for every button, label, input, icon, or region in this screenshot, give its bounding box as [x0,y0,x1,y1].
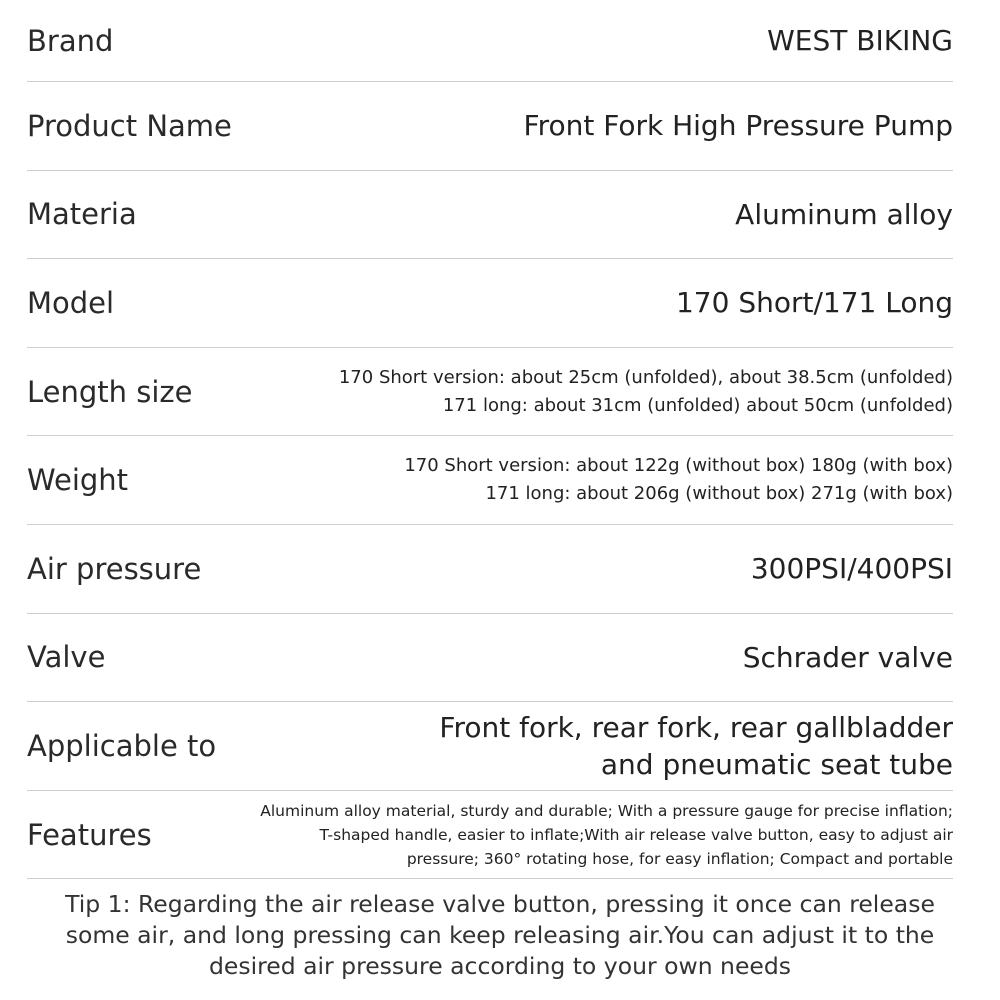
spec-value [192,364,953,420]
spec-label: Length size [27,374,193,409]
spec-label: Applicable to [27,728,217,763]
tip-line: Tip 1: Regarding the air release valve button, pressing it once can release [65,890,935,918]
spec-value: Aluminum alloy [735,197,953,231]
spec-row-model [27,259,953,348]
spec-value-line: and pneumatic seat tube [600,747,953,781]
spec-row-weight [27,436,953,525]
spec-row-features [27,791,953,880]
spec-value: Front Fork High Pressure Pump [523,109,953,143]
spec-label: Model [27,285,115,320]
spec-label: Weight [27,463,129,498]
spec-value-line: 171 long: about 31cm (unfolded) about 50cm (unfolded) [442,394,953,416]
tip-line: desired air pressure according to your own needs [208,952,792,980]
spec-row-length-size [27,348,953,437]
spec-value-line: 171 long: about 206g (without box) 271g (with box) [485,483,953,505]
spec-row-valve [27,614,953,703]
spec-value: 300PSI/400PSI [750,552,953,586]
spec-value-line: pressure; 360° rotating hose, for easy inflation; Compact and portable [406,849,953,868]
spec-value: 170 Short/171 Long [675,286,953,320]
spec-value-line: T-shaped handle, easier to inflate;With air release valve button, easy to adjust air [319,825,953,844]
spec-value: Schrader valve [742,640,953,674]
spec-row-product-name [27,82,953,171]
spec-label: Product Name [27,108,232,143]
spec-row-brand [27,0,953,82]
spec-value-line: Front fork, rear fork, rear gallbladder [439,710,953,744]
spec-row-applicable-to [27,702,953,791]
spec-table [27,0,953,879]
spec-label: Air pressure [27,551,202,586]
spec-label: Features [27,817,152,852]
spec-value-line: Aluminum alloy material, sturdy and durable; With a pressure gauge for precise inflation; [260,801,953,820]
tip-note [30,889,970,982]
spec-label: Brand [27,23,114,58]
spec-value: WEST BIKING [767,24,953,57]
spec-row-air-pressure [27,525,953,614]
spec-label: Valve [27,640,106,675]
spec-row-material [27,171,953,260]
spec-value [152,799,953,871]
spec-value-line: 170 Short version: about 122g (without box) 180g (with box) [404,455,953,477]
spec-value [216,709,953,783]
tip-line: some air, and long pressing can keep releasing air.You can adjust it to the [65,921,935,949]
spec-label: Materia [27,197,137,232]
spec-value-line: 170 Short version: about 25cm (unfolded), about 38.5cm (unfolded) [338,366,953,388]
spec-value [128,452,953,508]
